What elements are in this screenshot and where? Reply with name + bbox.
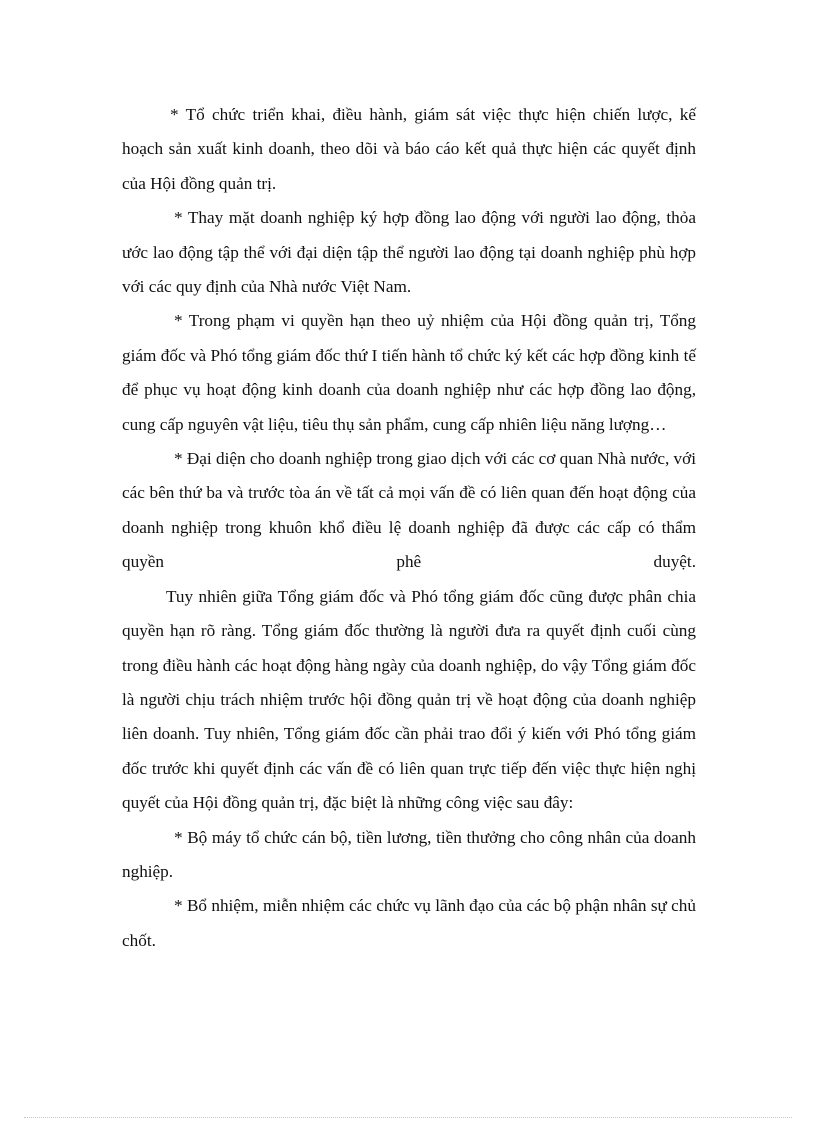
paragraph-implementation-duties: * Tổ chức triển khai, điều hành, giám sát việc thực hiện chiến lược, kế hoạch sản xuất kinh doanh, theo dõi và báo cáo kết quả thực hiện các quyết định của Hội đồng quản trị. — [122, 105, 696, 193]
paragraph-labor-contracts: * Thay mặt doanh nghiệp ký hợp đồng lao động với người lao động, thỏa ước lao động tập thể với đại diện tập thể người lao động tại doanh nghiệp phù hợp với các quy định của Nhà nước Việt Nam. — [122, 208, 696, 297]
document-body — [122, 98, 696, 958]
paragraph-division-of-authority: Tuy nhiên giữa Tổng giám đốc và Phó tổng giám đốc cũng được phân chia quyền hạn rõ ràng. Tổng giám đốc thường là người đưa ra quyết định cuối cùng trong điều hành các hoạt động hàng ngày của doanh nghiệp, do vậy Tổng giám đốc là người chịu trách nhiệm trước hội đồng quản trị về hoạt động của doanh nghiệp liên doanh. Tuy nhiên, Tổng giám đốc cần phải trao đổi ý kiến với Phó tổng giám đốc trước khi quyết định các vấn đề có liên quan trực tiếp đến việc thực hiện nghị quyết của Hội đồng quản trị, đặc biệt là những công việc sau đây: — [122, 586, 696, 813]
page-footer-divider — [24, 1117, 792, 1118]
paragraph-appointments: * Bổ nhiệm, miễn nhiệm các chức vụ lãnh đạo của các bộ phận nhân sự chủ chốt. — [122, 896, 696, 950]
paragraph-economic-contracts: * Trong phạm vi quyền hạn theo uỷ nhiệm của Hội đồng quản trị, Tổng giám đốc và Phó tổng giám đốc thứ I tiến hành tổ chức ký kết các hợp đồng kinh tế để phục vụ hoạt động kinh doanh của doanh nghiệp như các hợp đồng lao động, cung cấp nguyên vật liệu, tiêu thụ sản phẩm, cung cấp nhiên liệu năng lượng… — [122, 311, 696, 434]
paragraph-personnel-salary: * Bộ máy tổ chức cán bộ, tiền lương, tiền thưởng cho công nhân của doanh nghiệp. — [122, 827, 696, 881]
paragraph-representation: * Đại diện cho doanh nghiệp trong giao dịch với các cơ quan Nhà nước, với các bên thứ ba và trước tòa án về tất cả mọi vấn đề có liên quan đến hoạt động của doanh nghiệp trong khuôn khổ điều lệ doanh nghiệp đã được các cấp có thẩm quyền phê duyệt. — [122, 449, 697, 572]
